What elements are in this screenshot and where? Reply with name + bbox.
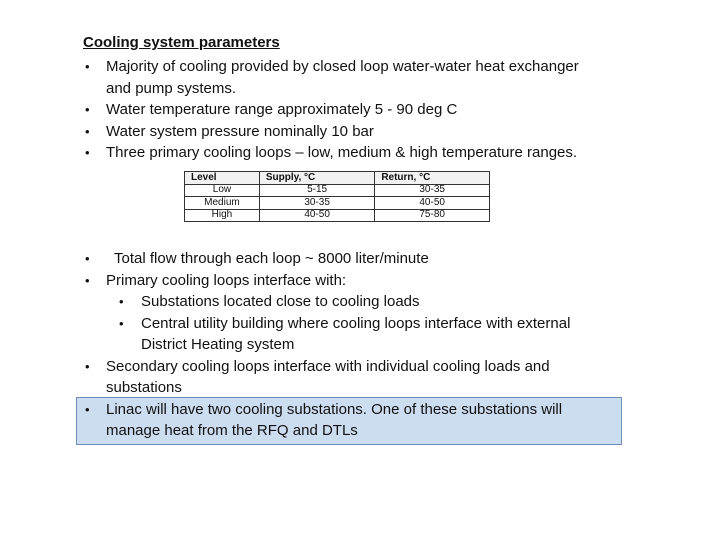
bullet-item bbox=[83, 399, 643, 442]
table-cell: 75-80 bbox=[375, 209, 490, 222]
bullet-text: Three primary cooling loops – low, medium & high temperature ranges. bbox=[106, 144, 578, 161]
bullet-text: Linac will have two cooling substations. One of these substations will bbox=[106, 400, 563, 418]
bullet-text-cont: District Heating system bbox=[141, 336, 295, 353]
bullet-text: Water system pressure nominally 10 bar bbox=[106, 122, 374, 140]
temperature-table bbox=[184, 171, 490, 222]
table-cell: 30-35 bbox=[375, 184, 490, 197]
bullet-text-cont: substations bbox=[106, 379, 182, 396]
bullet-dot: • bbox=[85, 251, 90, 266]
bullet-dot: • bbox=[85, 358, 90, 374]
bullet-dot: • bbox=[85, 102, 90, 117]
bullet-dot: • bbox=[85, 272, 90, 288]
bullet-text: Primary cooling loops interface with: bbox=[106, 271, 347, 289]
table-row bbox=[185, 209, 490, 222]
table-cell: Low bbox=[185, 184, 260, 197]
bullet-item bbox=[83, 356, 643, 399]
slide-heading: Cooling system parameters bbox=[83, 34, 280, 51]
bullet-text: Water temperature range approximately 5 - 90 deg C bbox=[106, 101, 458, 118]
bullet-item bbox=[83, 99, 643, 121]
table-cell: 5-15 bbox=[259, 184, 374, 197]
bullet-text: Secondary cooling loops interface with individual cooling loads and bbox=[106, 357, 550, 375]
table-header-row bbox=[185, 172, 490, 185]
bullet-item bbox=[83, 270, 643, 292]
bullet-dot: • bbox=[85, 145, 90, 160]
sub-bullet-item bbox=[83, 313, 643, 356]
bullet-item bbox=[83, 56, 643, 99]
bullet-dot: • bbox=[85, 123, 90, 139]
bullet-dot: • bbox=[119, 315, 124, 331]
table-cell: 30-35 bbox=[259, 197, 374, 210]
table-row bbox=[185, 197, 490, 210]
bullet-text-cont: and pump systems. bbox=[106, 79, 237, 97]
table-cell: 40-50 bbox=[259, 209, 374, 222]
bullet-dot: • bbox=[85, 401, 90, 417]
bullet-text-cont: manage heat from the RFQ and DTLs bbox=[106, 422, 358, 439]
table-cell: High bbox=[185, 209, 260, 222]
bullet-item bbox=[83, 142, 643, 164]
bullet-text: Central utility building where cooling loops interface with external bbox=[141, 314, 571, 332]
sub-bullet-item bbox=[83, 291, 643, 313]
bullet-item bbox=[83, 121, 643, 143]
table-cell: Medium bbox=[185, 197, 260, 210]
bottom-bullet-list bbox=[83, 248, 643, 442]
bullet-dot: • bbox=[85, 59, 90, 74]
table-row bbox=[185, 184, 490, 197]
bullet-item bbox=[83, 248, 643, 270]
table-header: Supply, °C bbox=[259, 172, 374, 185]
bullet-text: Total flow through each loop ~ 8000 liter/minute bbox=[114, 250, 429, 267]
table-header: Level bbox=[185, 172, 260, 185]
table-header: Return, °C bbox=[375, 172, 490, 185]
top-bullet-list bbox=[83, 56, 643, 164]
bullet-text: Majority of cooling provided by closed loop water-water heat exchanger bbox=[106, 58, 579, 75]
bullet-text: Substations located close to cooling loads bbox=[141, 293, 420, 310]
bullet-dot: • bbox=[119, 294, 124, 309]
table-cell: 40-50 bbox=[375, 197, 490, 210]
